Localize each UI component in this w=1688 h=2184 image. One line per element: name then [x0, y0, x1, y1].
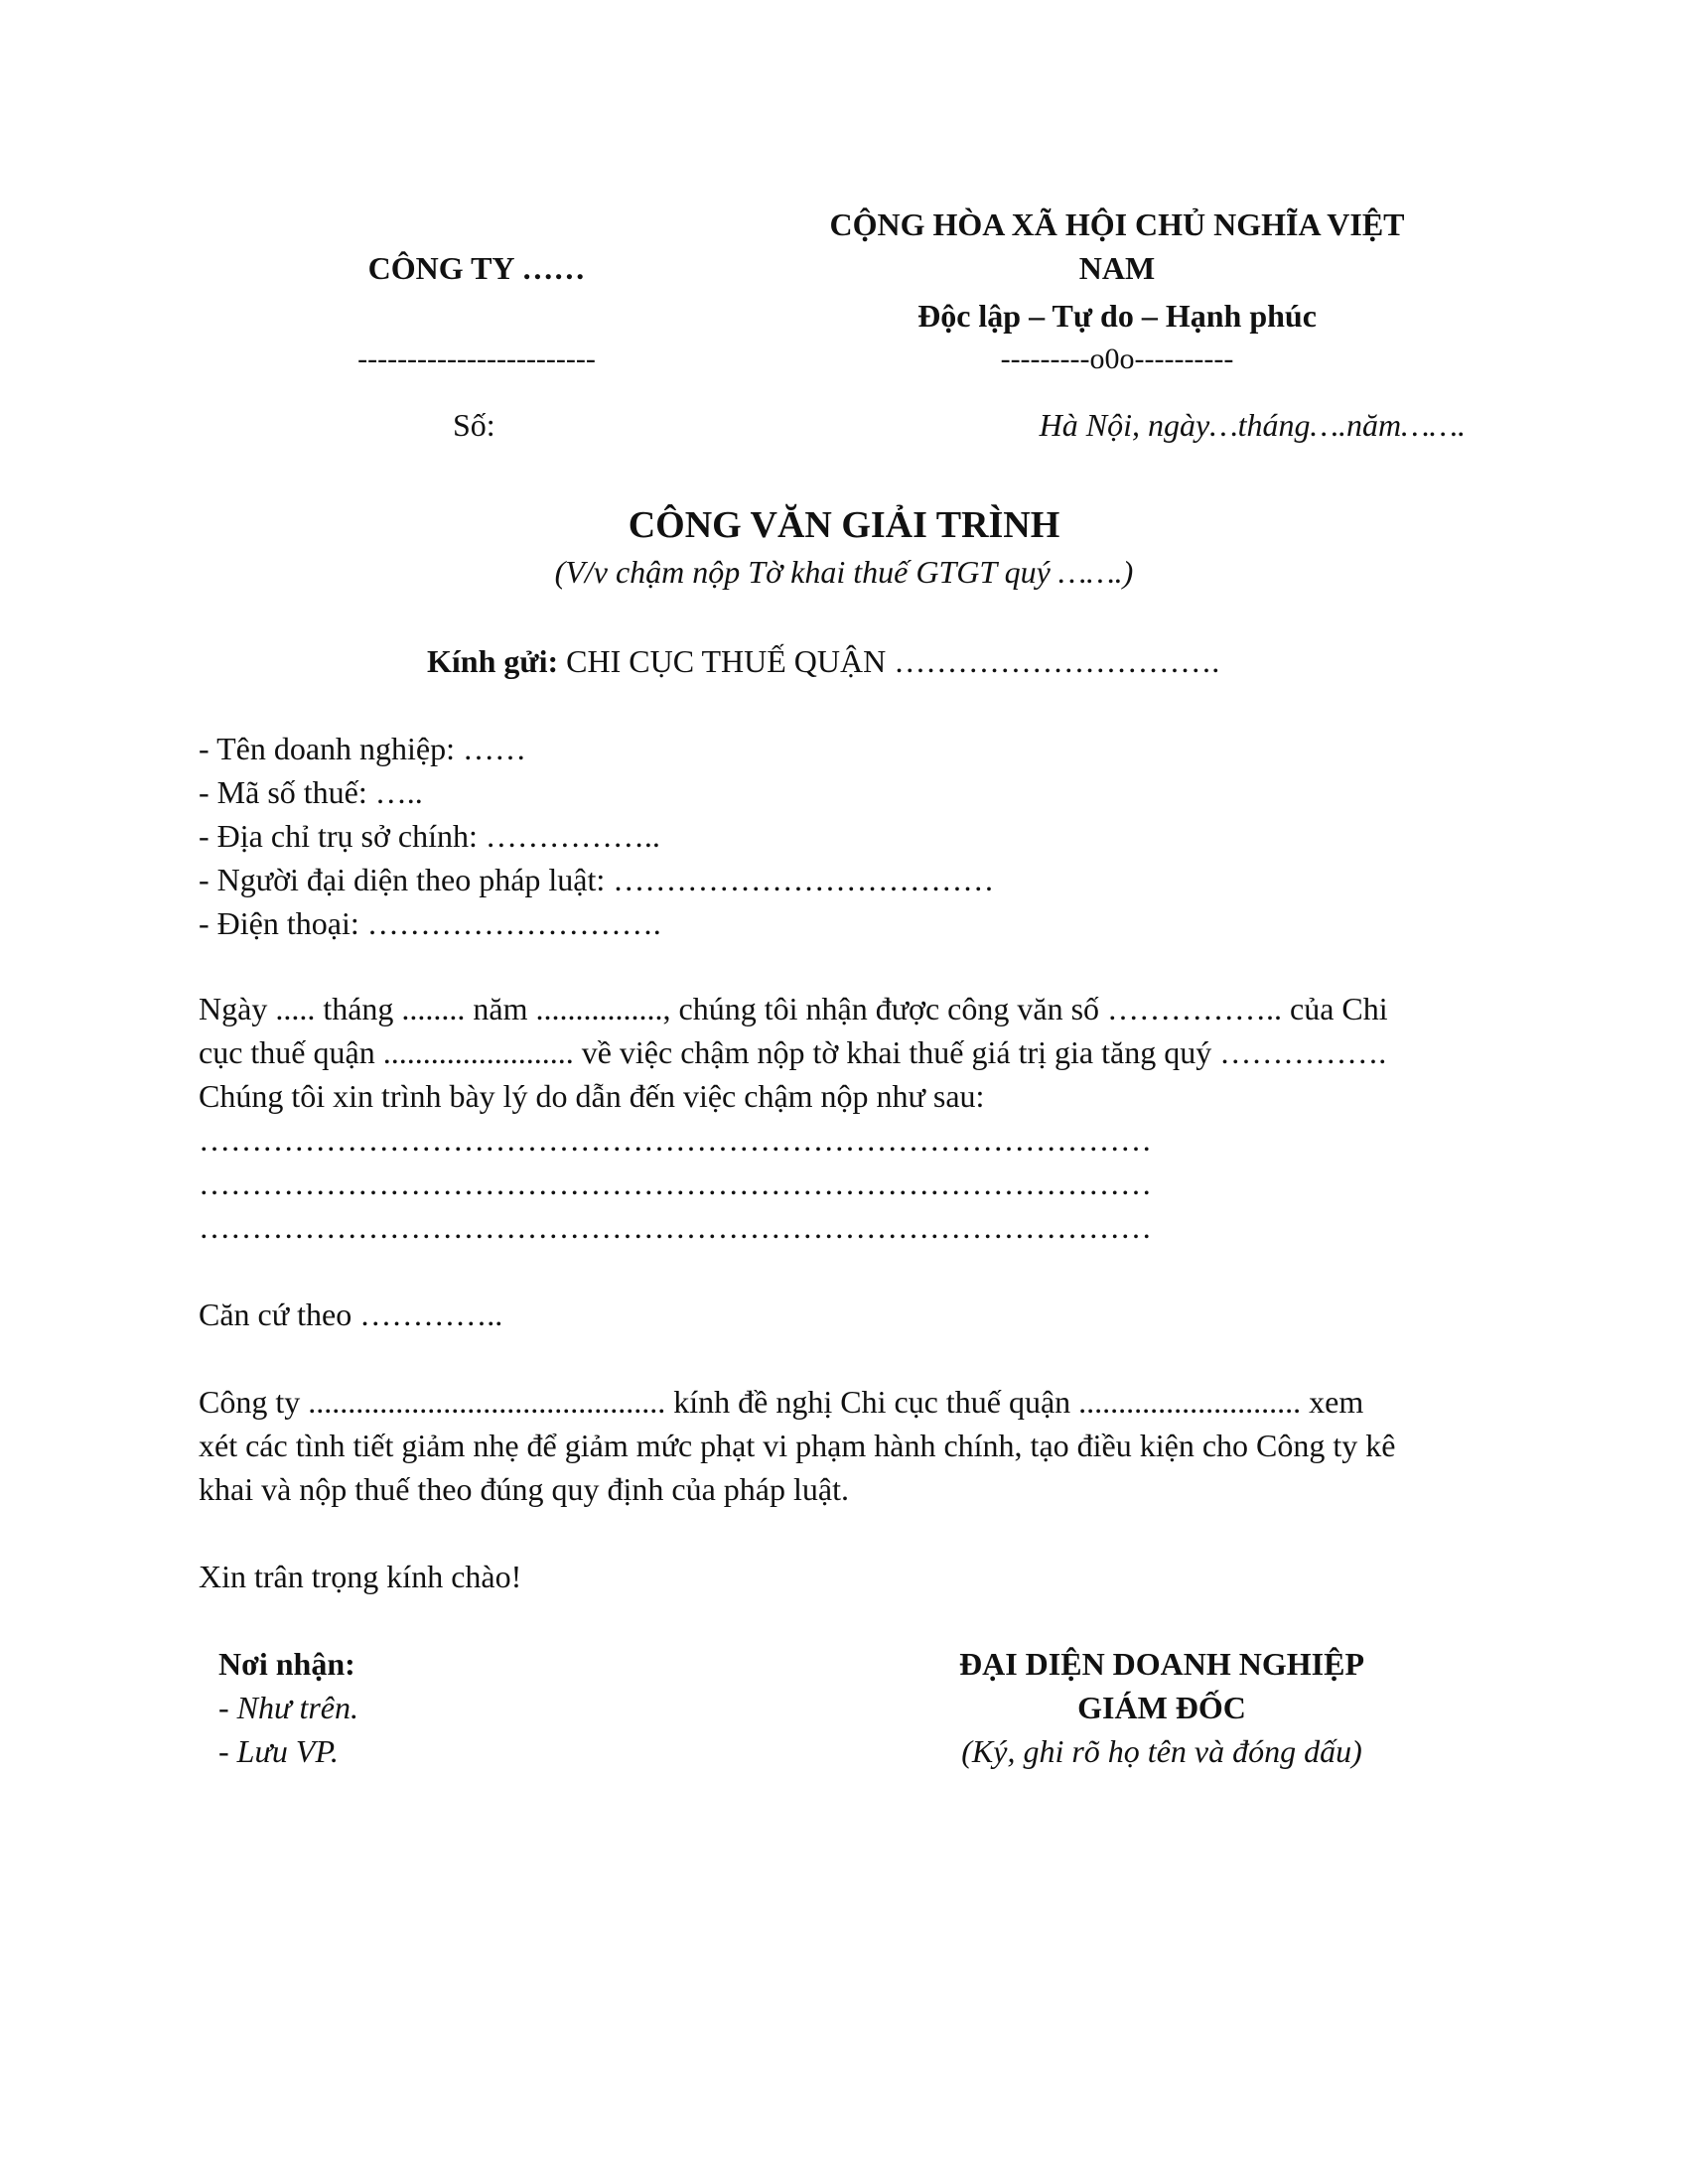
- request-line: khai và nộp thuế theo đúng quy định của pháp luật.: [199, 1471, 849, 1507]
- notice-line: Ngày ..... tháng ........ năm ................, chúng tôi nhận được công văn số …………….. của Chi: [199, 991, 1388, 1026]
- document-subject: (V/v chậm nộp Tờ khai thuế GTGT quý …….): [554, 554, 1134, 590]
- national-motto: Độc lập – Tự do – Hạnh phúc: [917, 298, 1317, 334]
- position-title: GIÁM ĐỐC: [1077, 1690, 1246, 1725]
- info-tax-code: - Mã số thuế: …..: [199, 774, 423, 810]
- representative-title: ĐẠI DIỆN DOANH NGHIỆP: [958, 1646, 1365, 1682]
- recipient-item: - Lưu VP.: [218, 1733, 339, 1769]
- reason-line: ………………………………………………………………………………: [199, 1122, 1152, 1158]
- signature-block: [854, 1642, 1470, 1773]
- recipient-item: - Như trên.: [218, 1690, 358, 1725]
- info-address: - Địa chỉ trụ sở chính: ……………..: [199, 818, 660, 854]
- recipient-label: Kính gửi:: [427, 643, 559, 679]
- reason-dotted-lines: [199, 1118, 1152, 1249]
- notice-line: Chúng tôi xin trình bày lý do dẫn đến việc chậm nộp như sau:: [199, 1078, 985, 1114]
- info-phone: - Điện thoại: ……………………….: [199, 905, 661, 941]
- company-name: CÔNG TY ……: [367, 250, 586, 286]
- request-line: Công ty ............................................. kính đề nghị Chi cục thuế quận ............................ xem: [199, 1384, 1364, 1420]
- basis-line: Căn cứ theo …………..: [199, 1297, 503, 1332]
- left-separator: ------------------------: [357, 342, 596, 375]
- signature-note: (Ký, ghi rõ họ tên và đóng dấu): [961, 1733, 1362, 1769]
- notice-paragraph: [199, 987, 1388, 1118]
- date-place-line: Hà Nội, ngày…tháng….năm…….: [1039, 407, 1466, 443]
- recipients-block: [218, 1642, 358, 1773]
- info-legal-representative: - Người đại diện theo pháp luật: ………………………………: [199, 862, 995, 897]
- right-separator: ---------o0o----------: [1000, 342, 1234, 375]
- reason-line: ………………………………………………………………………………: [199, 1165, 1152, 1201]
- recipients-label: Nơi nhận:: [218, 1646, 355, 1682]
- national-title: [814, 203, 1420, 290]
- notice-line: cục thuế quận ........................ về việc chậm nộp tờ khai thuế giá trị gia tăng quý …………….: [199, 1034, 1387, 1070]
- request-line: xét các tình tiết giảm nhẹ để giảm mức phạt vi phạm hành chính, tạo điều kiện cho Công ty kê: [199, 1428, 1396, 1463]
- recipient-value: CHI CỤC THUẾ QUẬN ………………………….: [558, 643, 1220, 679]
- reason-line: ………………………………………………………………………………: [199, 1209, 1152, 1245]
- recipient-line: [427, 639, 1219, 683]
- info-company-name: - Tên doanh nghiệp: ……: [199, 731, 527, 766]
- request-paragraph: [199, 1380, 1395, 1511]
- closing-line: Xin trân trọng kính chào!: [199, 1559, 522, 1594]
- document-number-label: Số:: [453, 407, 495, 443]
- national-title-line2: NAM: [1078, 250, 1156, 286]
- national-title-line1: CỘNG HÒA XÃ HỘI CHỦ NGHĨA VIỆT: [829, 206, 1405, 242]
- document-title: CÔNG VĂN GIẢI TRÌNH: [628, 504, 1060, 546]
- company-info-list: [199, 727, 994, 945]
